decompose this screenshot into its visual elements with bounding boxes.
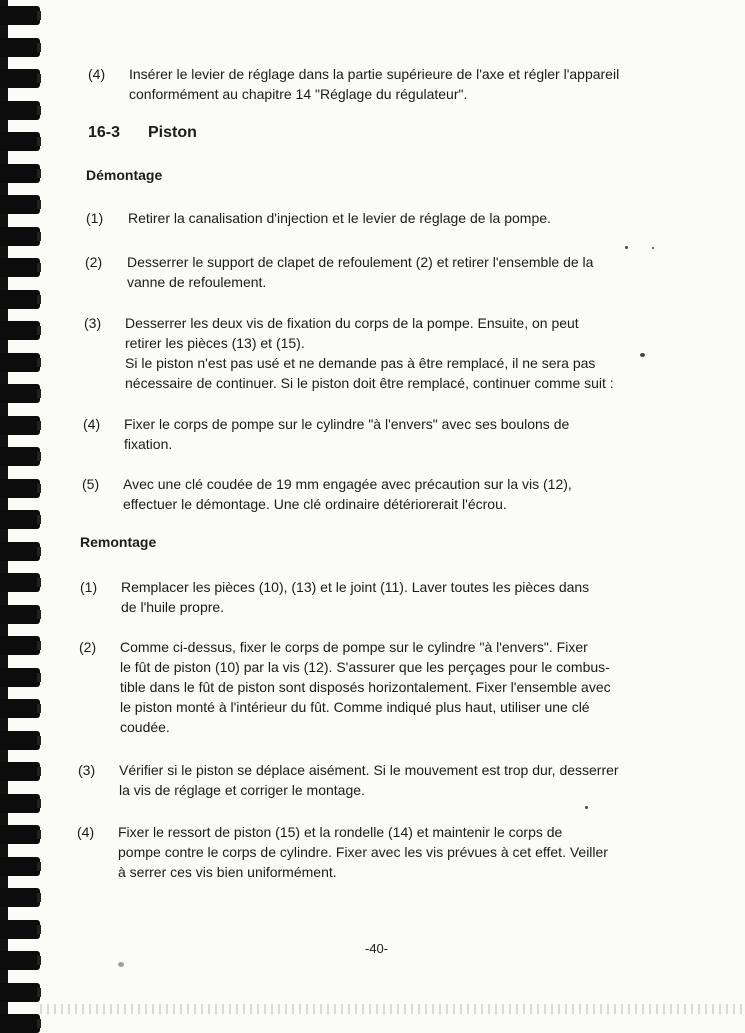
item-line: le fût de piston (10) par la vis (12). S'assurer que les perçages pour le combus- bbox=[120, 659, 610, 675]
list-item bbox=[78, 760, 698, 802]
list-item bbox=[83, 414, 683, 456]
item-number: (2) bbox=[85, 254, 103, 270]
item-line: pompe contre le corps de cylindre. Fixer avec les vis prévues à cet effet. Veiller bbox=[118, 844, 608, 860]
list-item bbox=[80, 577, 680, 619]
item-line: fixation. bbox=[124, 436, 173, 452]
scan-speck bbox=[625, 246, 628, 249]
item-text bbox=[118, 822, 608, 882]
item-line: Fixer le ressort de piston (15) et la rondelle (14) et maintenir le corps de bbox=[118, 824, 563, 840]
demontage-heading: Démontage bbox=[86, 167, 163, 183]
item-line: Desserrer le support de clapet de refoulement (2) et retirer l'ensemble de la bbox=[127, 254, 594, 270]
remontage-heading: Remontage bbox=[80, 534, 157, 550]
item-text bbox=[119, 760, 619, 800]
section-heading bbox=[88, 124, 197, 142]
item-number: (3) bbox=[84, 315, 102, 331]
item-number: (1) bbox=[86, 210, 104, 226]
item-number: (4) bbox=[88, 66, 106, 82]
item-line: Si le piston n'est pas usé et ne demande pas à être remplacé, il ne sera pas bbox=[125, 355, 596, 371]
item-text bbox=[120, 637, 611, 737]
item-text bbox=[129, 64, 619, 104]
item-line: nécessaire de continuer. Si le piston doit être remplacé, continuer comme suit : bbox=[125, 375, 614, 391]
item-text bbox=[125, 313, 614, 393]
item-line: tible dans le fût de piston sont disposés horizontalement. Fixer l'ensemble avec bbox=[120, 679, 611, 695]
section-title: Piston bbox=[148, 124, 197, 141]
list-item bbox=[79, 637, 699, 739]
item-number: (3) bbox=[78, 762, 96, 778]
item-number: (5) bbox=[82, 476, 100, 492]
item-number: (1) bbox=[80, 579, 98, 595]
list-item bbox=[85, 252, 685, 294]
item-line: coudée. bbox=[120, 719, 170, 735]
item-line: Fixer le corps de pompe sur le cylindre "à l'envers" avec ses boulons de bbox=[124, 416, 570, 432]
item-line: Retirer la canalisation d'injection et le levier de réglage de la pompe. bbox=[128, 210, 551, 226]
item-line: retirer les pièces (13) et (15). bbox=[125, 335, 305, 351]
item-text bbox=[124, 414, 569, 454]
item-line: Avec une clé coudée de 19 mm engagée avec précaution sur la vis (12), bbox=[123, 476, 572, 492]
item-text bbox=[128, 208, 551, 228]
list-item bbox=[88, 64, 688, 106]
item-line: Comme ci-dessus, fixer le corps de pompe sur le cylindre "à l'envers". Fixer bbox=[120, 639, 588, 655]
item-line: vanne de refoulement. bbox=[127, 274, 267, 290]
page-number: -40- bbox=[365, 941, 389, 956]
scan-speck bbox=[585, 806, 588, 809]
item-line: Vérifier si le piston se déplace aisément. Si le mouvement est trop dur, desserrer bbox=[119, 762, 619, 778]
item-number: (4) bbox=[77, 824, 95, 840]
item-line: effectuer le démontage. Une clé ordinaire détériorerait l'écrou. bbox=[123, 496, 507, 512]
scan-edge-noise bbox=[40, 1004, 745, 1014]
list-item bbox=[86, 208, 686, 230]
list-item bbox=[77, 822, 697, 884]
item-line: la vis de réglage et corriger le montage. bbox=[119, 782, 365, 798]
item-line: conformément au chapitre 14 "Réglage du régulateur". bbox=[129, 86, 468, 102]
item-number: (4) bbox=[83, 416, 101, 432]
item-text bbox=[121, 577, 589, 617]
scan-speck bbox=[640, 353, 645, 357]
scan-speck bbox=[652, 247, 654, 249]
item-text bbox=[123, 474, 572, 514]
item-line: Desserrer les deux vis de fixation du corps de la pompe. Ensuite, on peut bbox=[125, 315, 579, 331]
item-line: le piston monté à l'intérieur du fût. Comme indiqué plus haut, utiliser une clé bbox=[120, 699, 590, 715]
item-text bbox=[127, 252, 593, 292]
list-item bbox=[82, 474, 682, 516]
scan-speck bbox=[118, 962, 124, 967]
item-line: Remplacer les pièces (10), (13) et le joint (11). Laver toutes les pièces dans bbox=[121, 579, 590, 595]
item-line: de l'huile propre. bbox=[121, 599, 225, 615]
item-line: Insérer le levier de réglage dans la partie supérieure de l'axe et régler l'appareil bbox=[129, 66, 620, 82]
section-number: 16-3 bbox=[88, 124, 121, 141]
item-number: (2) bbox=[79, 639, 97, 655]
item-line: à serrer ces vis bien uniformément. bbox=[118, 864, 337, 880]
list-item bbox=[84, 313, 684, 395]
